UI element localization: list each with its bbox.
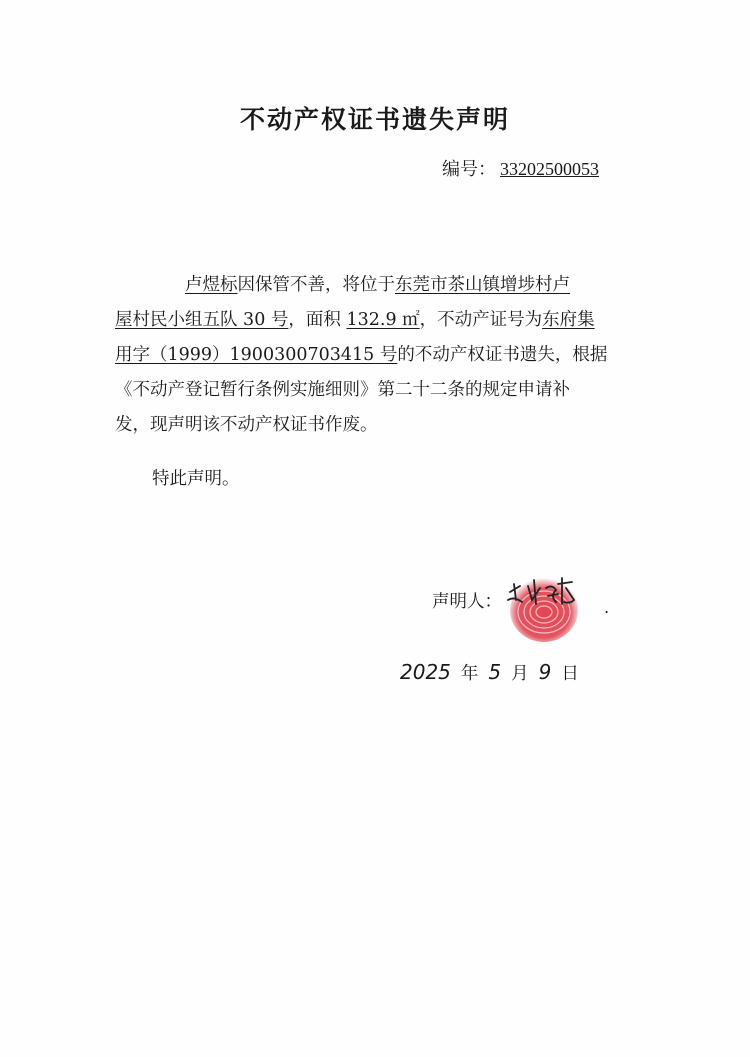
closing-statement: 特此声明。 [152, 469, 240, 489]
signature-date [400, 660, 589, 685]
property-address-cont: 屋村民小组五队 30 号 [115, 310, 289, 330]
body-line-1 [115, 268, 640, 303]
body-line-4: 《不动产登记暂行条例实施细则》第二十二条的规定申请补 [115, 380, 570, 400]
signature-mark: . [604, 598, 610, 617]
month-unit: 月 [511, 664, 529, 684]
fingerprint-signature [500, 566, 590, 650]
body-text: ，不动产证号为 [419, 310, 543, 330]
certificate-number-cont: 用字（1999）1900300703415 号 [115, 345, 398, 365]
body-text: 因保管不善，将位于 [237, 275, 395, 295]
number-value: 33202500053 [500, 159, 599, 179]
document-title: 不动产权证书遗失声明 [239, 105, 510, 134]
certificate-number: 东府集 [542, 310, 595, 330]
property-area: 132.9 ㎡ [346, 310, 420, 330]
property-address: 东莞市茶山镇增埗村卢 [395, 275, 570, 295]
number-label: 编号： [442, 159, 496, 180]
body-line-5: 发，现声明该不动产权证书作废。 [115, 415, 378, 435]
body-text: 的不动产权证书遗失，根据 [397, 345, 608, 365]
owner-name: 卢煜标 [185, 275, 238, 295]
document-number [442, 155, 599, 181]
day-unit: 日 [561, 664, 579, 684]
body-text: ，面积 [288, 310, 347, 330]
date-day: 9 [538, 660, 552, 684]
body-line-2 [115, 303, 640, 338]
date-month: 5 [488, 660, 502, 684]
fingerprint-icon [500, 566, 590, 646]
declarant-label: 声明人： [432, 592, 502, 612]
year-unit: 年 [460, 664, 479, 684]
body-line-3 [115, 338, 640, 373]
declaration-body [115, 268, 640, 443]
date-year: 2025 [400, 660, 451, 684]
